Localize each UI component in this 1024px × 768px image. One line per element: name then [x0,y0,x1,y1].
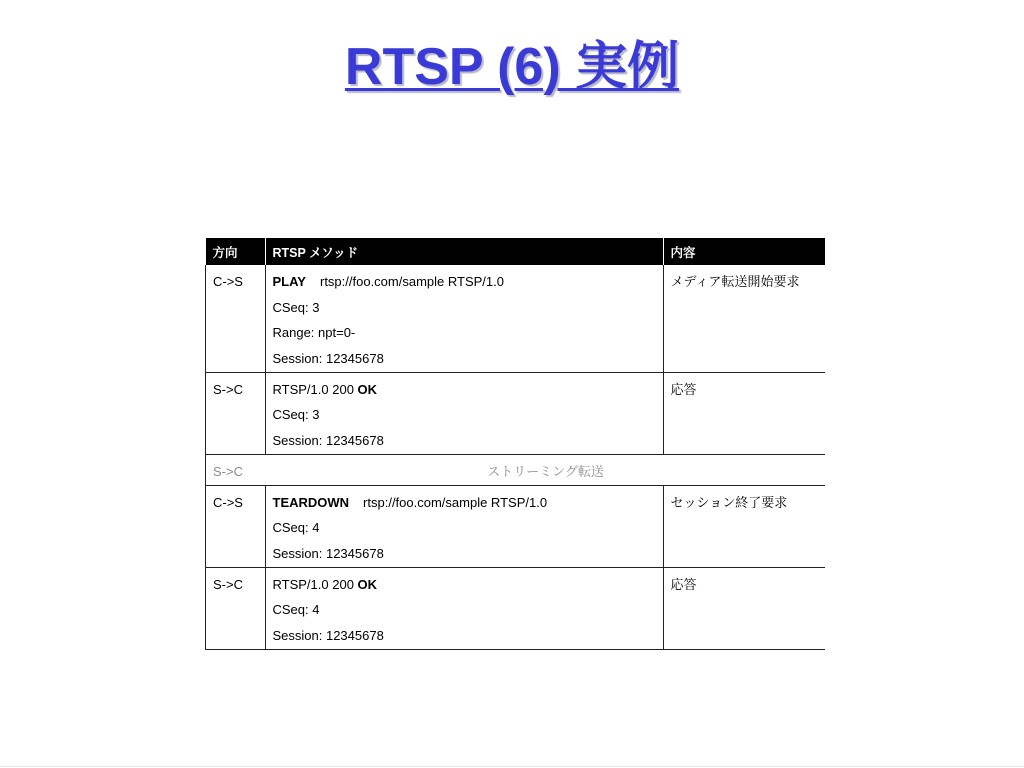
header-line: CSeq: 3 [272,407,320,423]
table-row [206,265,826,372]
header-direction: 方向 [206,238,266,265]
header-description: 内容 [663,238,825,265]
header-line: CSeq: 4 [272,520,320,536]
status-line [273,572,657,598]
slide-bottom-divider [0,766,1024,767]
row-description: セッション終了要求 [663,485,825,567]
table-row [206,454,826,485]
request-line [273,269,657,295]
row-description: メディア転送開始要求 [663,265,825,372]
row-direction: S->C [206,454,266,485]
table-row [206,485,826,567]
table-row [206,372,826,454]
row-direction: C->S [206,485,266,567]
row-direction: C->S [206,265,266,372]
header-method: RTSP メソッド [265,238,663,265]
row-direction: S->C [206,372,266,454]
status-keyword: OK [357,381,378,397]
request-line [273,490,657,516]
row-method-cell [265,265,663,372]
method-keyword: PLAY [272,274,306,289]
row-description: 応答 [663,372,825,454]
slide-title: RTSP (6) 実例 [344,38,680,96]
header-line: Session: 12345678 [272,433,384,449]
status-line [273,377,657,403]
method-keyword: TEARDOWN [272,494,350,510]
status-keyword: OK [357,576,378,592]
header-line: Session: 12345678 [272,545,384,561]
row-direction: S->C [206,567,266,649]
header-line: CSeq: 3 [272,299,320,315]
streaming-note: ストリーミング転送 [265,454,825,485]
row-method-cell [265,485,663,567]
request-uri: rtsp://foo.com/sample RTSP/1.0 [319,274,504,289]
header-line: CSeq: 4 [272,602,320,618]
row-method-cell [265,372,663,454]
rtsp-example-table [205,238,825,650]
request-uri: rtsp://foo.com/sample RTSP/1.0 [363,494,548,510]
row-description: 応答 [663,567,825,649]
table-header-row [206,238,826,265]
table-row [206,567,826,649]
header-line: Range: npt=0- [272,325,356,341]
header-line: Session: 12345678 [272,351,384,367]
status-prefix: RTSP/1.0 200 [272,381,354,397]
row-method-cell [265,567,663,649]
header-line: Session: 12345678 [272,627,384,643]
status-prefix: RTSP/1.0 200 [272,576,354,592]
